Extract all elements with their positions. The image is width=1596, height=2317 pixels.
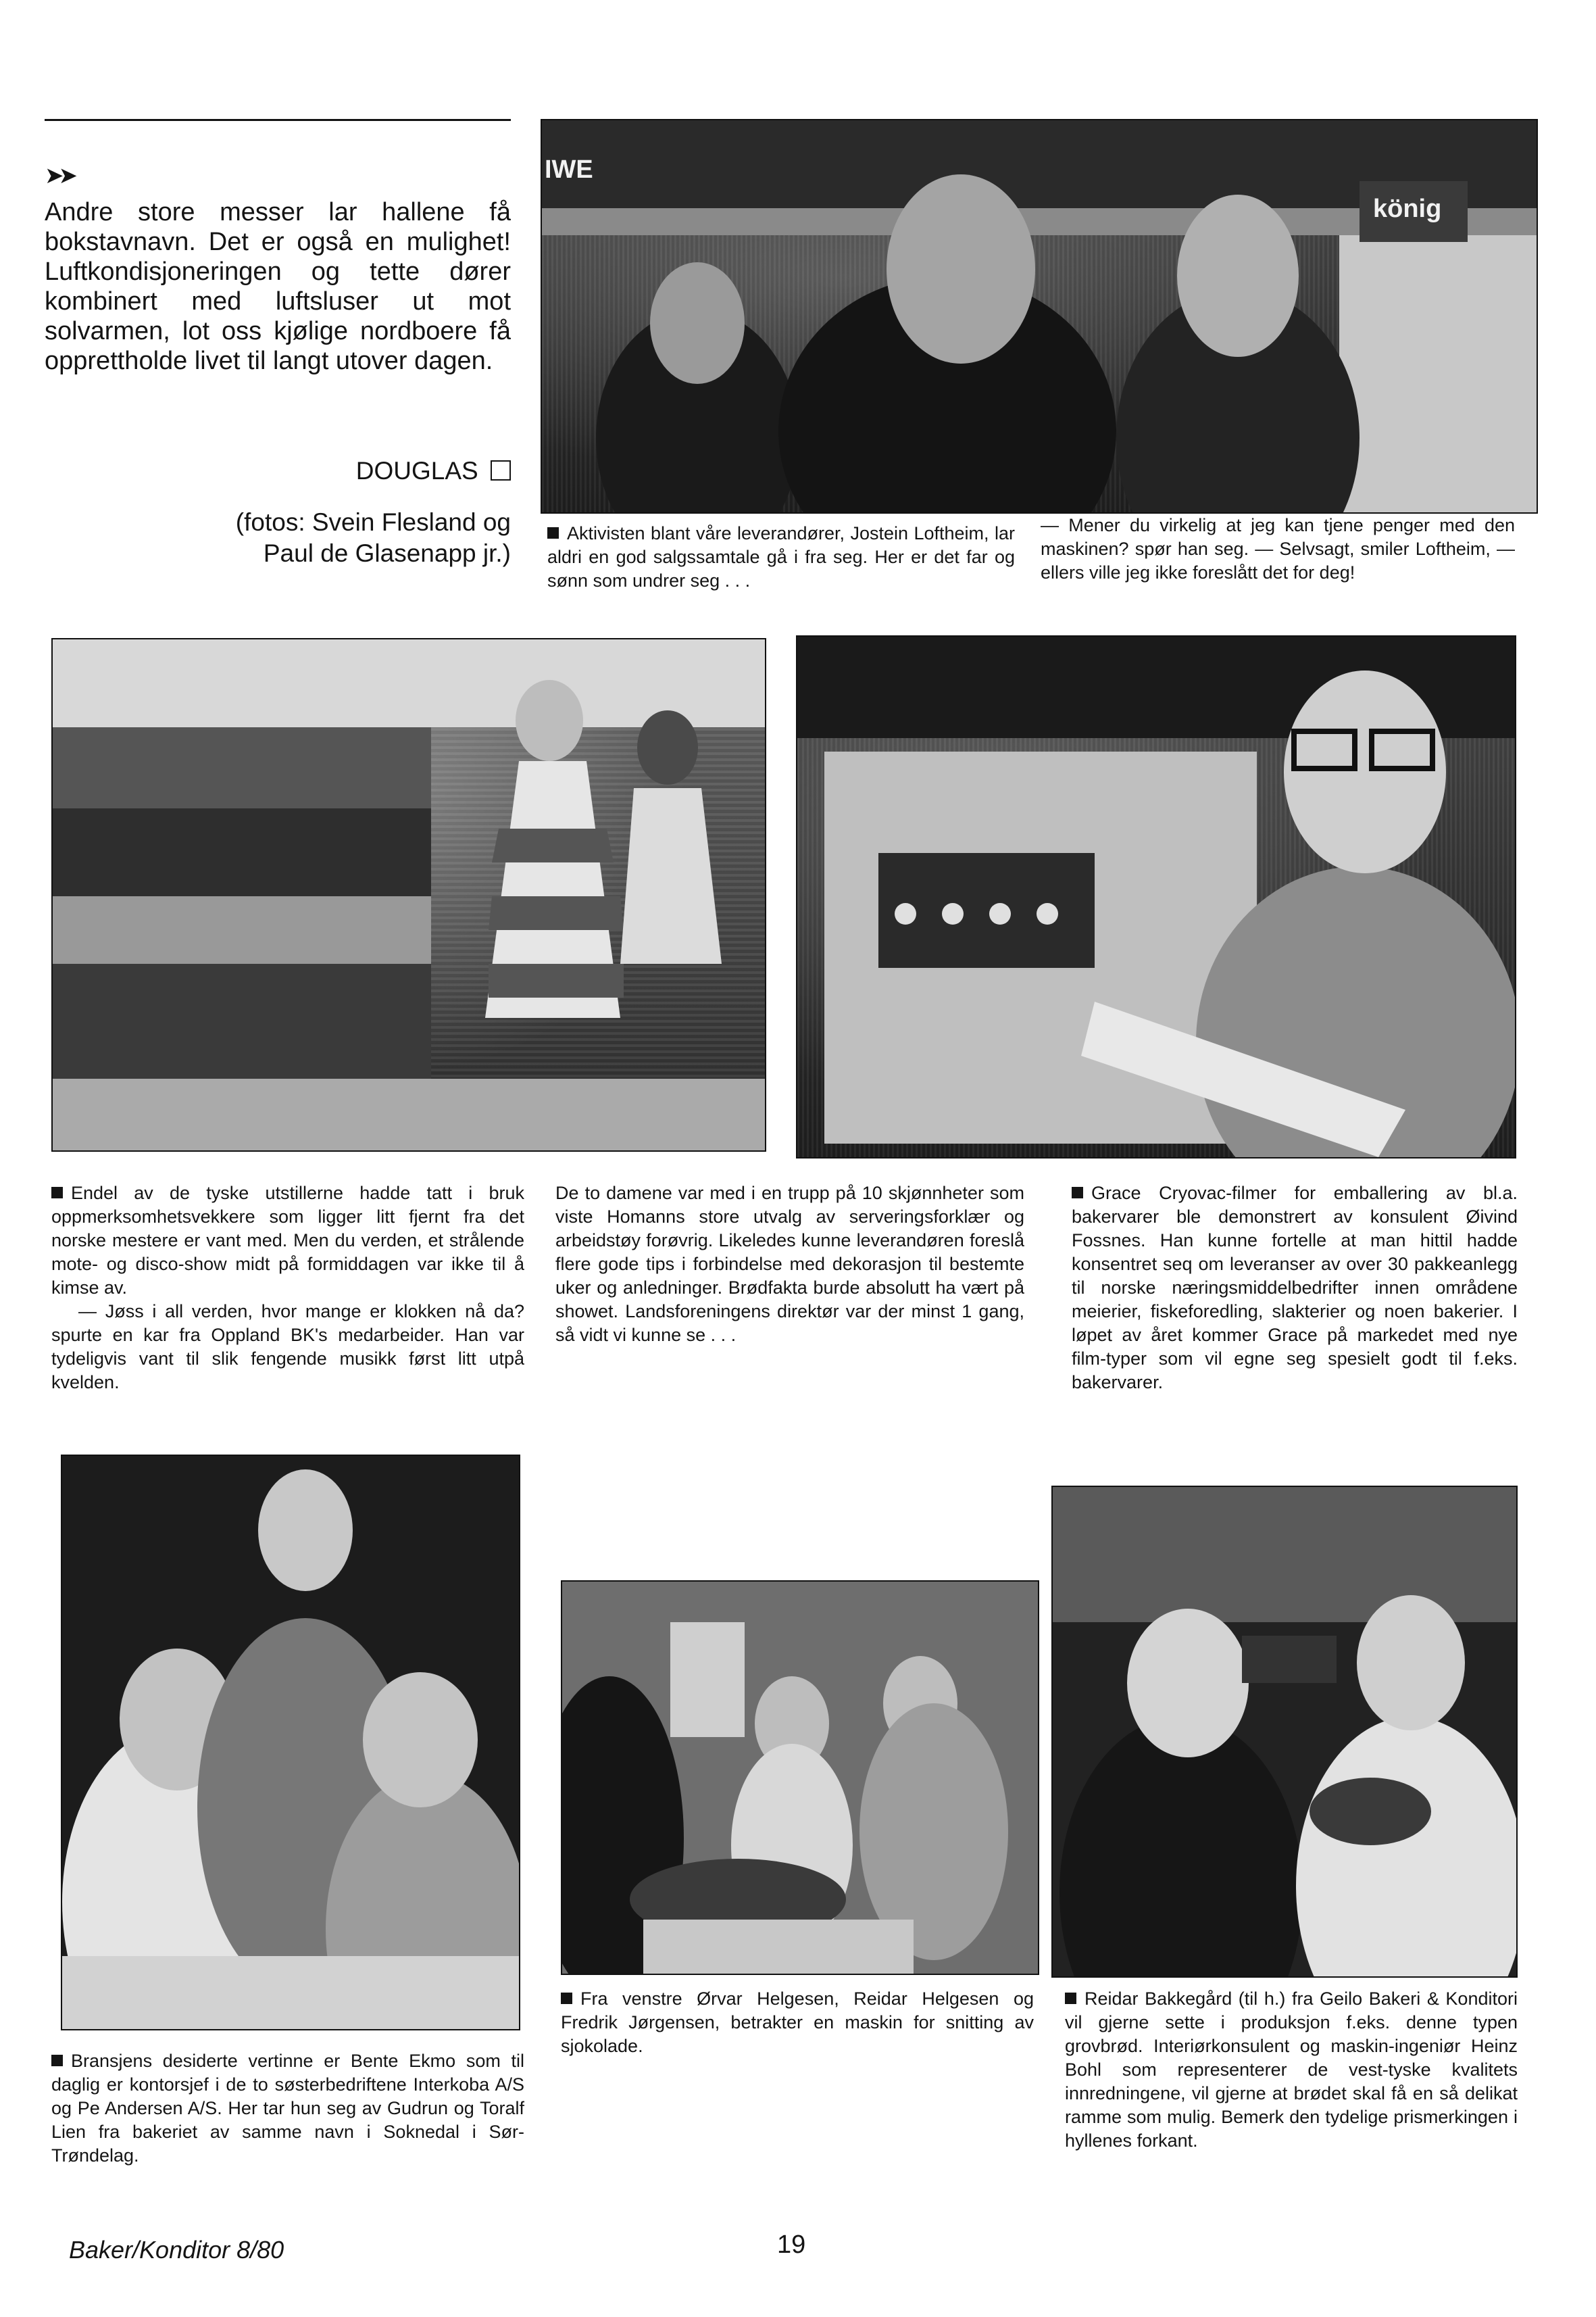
photo-bottom-right-scene: [1053, 1487, 1516, 1976]
intro-text: Andre store messer lar hallene få bokstavnavn. Det er også en mulighet! Luftkondisjoneringen og tette dører kombinert med luftsluser ut mot solvarmen, lot oss kjølige nordboere få opprettholde livet til langt utover dagen.: [45, 198, 511, 375]
author-signature: [324, 457, 511, 485]
top-rule: [45, 119, 511, 121]
photo-mid-right-scene: [797, 637, 1515, 1157]
photo-bottom-left-scene: [62, 1456, 519, 2029]
photo-top-scene: [542, 120, 1537, 512]
photo-cryovac-demo: [796, 635, 1516, 1158]
bullet-square-icon: [1065, 1993, 1076, 2004]
sign-konig: könig: [1373, 195, 1442, 223]
magazine-name: Baker/Konditor 8/80: [69, 2236, 284, 2264]
caption-reidar-bakkegard: Reidar Bakkegård (til h.) fra Geilo Bakeri & Konditori vil gjerne sette i produksjon f.eks. denne typen grovbrød. Interiørkonsulent og maskin-ingeniør Heinz Bohl som representerer de vest-tyske kvalitets innredningene, vil gjerne at brødet skal få en så delikat ramme som mulig. Bemerk den tydelige prismerkingen i hyllenes forkant.: [1065, 1989, 1518, 2151]
caption-tyske-utstillerne: Endel av de tyske utstillerne hadde tatt i bruk oppmerksomhetsvekkere som ligger litt fjernt fra det norske mestere er vant med. Men du verden, et strålende mote- og disco-show midt på formiddagen var ikke til å kimse av. — Jøss i all verden, hvor mange er klokken nå da? spurte en kar fra Oppland BK's medarbeider. Han var tydeligvis vant til slik fengende musikk først litt utpå kvelden.: [51, 1183, 524, 1392]
author-name: DOUGLAS: [355, 457, 478, 485]
bullet-square-icon: [1072, 1187, 1083, 1198]
photo-bottom-middle-scene: [562, 1582, 1038, 1974]
photo-sjokolade-maskin: [561, 1580, 1039, 1975]
page-number: 19: [777, 2230, 806, 2259]
caption-bente-ekmo: Bransjens desiderte vertinne er Bente Ekmo som til daglig er kontorsjef i de to søsterbedriftene Interkoba A/S og Pe Andersen A/S. Her tar hun seg av Gudrun og Toralf Lien fra bakeriet av samme navn i Soknedal i Sør-Trøndelag.: [51, 2051, 524, 2166]
caption-mener-du: — Mener du virkelig at jeg kan tjene penger med den maskinen? spør han seg. — Selvsagt, smiler Loftheim, — ellers ville jeg ikke foreslått det for deg!: [1041, 515, 1515, 583]
photo-mid-left-scene: [53, 639, 765, 1150]
photo-bente-ekmo: [61, 1455, 520, 2030]
bullet-square-icon: [547, 527, 559, 539]
bullet-square-icon: [561, 1993, 572, 2004]
sign-iwe: IWE: [545, 155, 593, 184]
continuation-arrow-icon: ➤➤: [45, 163, 72, 189]
caption-to-damene: De to damene var med i en trupp på 10 skjønnheter som viste Homanns store utvalg av serveringsforklær og arbeidstøy forøvrig. Likeledes kunne leverandøren foreslå flere gode tips i forbindelse med dekorasjon til bestemte uker og anledninger. Brødfakta burde absolutt ha vært på showet. Landsforeningens direktør var der minst 1 gang, så vidt vi kunne se . . .: [555, 1183, 1024, 1345]
end-mark-icon: [491, 460, 511, 481]
bullet-square-icon: [51, 2055, 63, 2066]
bullet-square-icon: [51, 1187, 63, 1198]
photo-loftheim-father-son: [541, 119, 1538, 514]
caption-aktivisten: Aktivisten blant våre leverandører, Jostein Loftheim, lar aldri en god salgssamtale gå i fra seg. Her er det far og sønn som undrer seg . . .: [547, 523, 1015, 591]
photo-reidar-bakkegard: [1051, 1486, 1518, 1978]
caption-fra-venstre: Fra venstre Ørvar Helgesen, Reidar Helgesen og Fredrik Jørgensen, betrakter en maskin for snitting av sjokolade.: [561, 1989, 1034, 2056]
photo-credits: (fotos: Svein Flesland og Paul de Glasenapp jr.): [235, 508, 511, 567]
photo-fashion-show: [51, 638, 766, 1152]
caption-grace-cryovac: Grace Cryovac-filmer for emballering av bl.a. bakervarer ble demonstrert av konsulent Øivind Fossnes. Han kunne fortelle at man hittil hadde konsentret seq om leveranser av over 30 pakkeanlegg til norske næringsmiddelbedrifter innen områdene meierier, fiskeforedling, slakterier og noen bakerier. I løpet av året kommer Grace på markedet med nye film-typer som vil egne seg spesielt godt til f.eks. bakervarer.: [1072, 1183, 1518, 1392]
